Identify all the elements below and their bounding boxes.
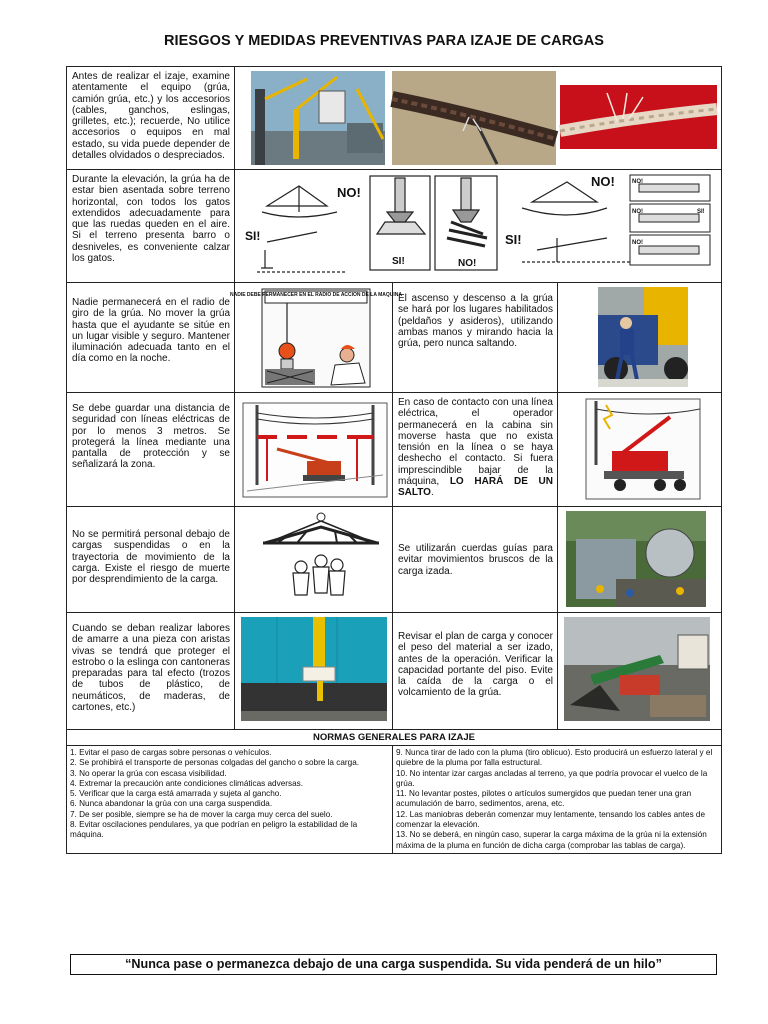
norma-item: 6. Nunca abandonar la grúa con una carga suspendida. bbox=[70, 799, 273, 809]
normas-heading: NORMAS GENERALES PARA IZAJE bbox=[67, 730, 722, 746]
row-inspection bbox=[67, 67, 722, 170]
load-plan-cell bbox=[558, 613, 722, 730]
row-suspended bbox=[67, 507, 722, 613]
risk-table bbox=[66, 66, 722, 854]
power-line-illustration bbox=[237, 395, 389, 503]
normas-header-row bbox=[67, 730, 722, 746]
label-no-2: NO! bbox=[458, 258, 477, 269]
load-plan-text: Revisar el plan de carga y conocer el peso del material a ser izado, antes de la operación. Verificar la capacidad portante del piso. Evite la caída de la carga o el volcamiento de la grúa. bbox=[393, 613, 558, 730]
norma-item: 10. No intentar izar cargas ancladas al terreno, ya que podría provocar el vuelco de la grúa. bbox=[396, 768, 708, 788]
inspection-illustration bbox=[237, 69, 721, 167]
norma-item: 9. Nunca tirar de lado con la pluma (tiro oblicuo). Esto producirá un esfuerzo lateral y el quiebre de la pluma por falla estructural. bbox=[396, 748, 713, 768]
ascent-text: El ascenso y descenso a la grúa se hará por los lugares habilitados (peldaños y asideros), utilizando ambas manos y mirando hacia la grúa, pero nunca saltando. bbox=[393, 283, 558, 393]
normas-right-list bbox=[393, 746, 722, 854]
contact-illustration bbox=[560, 395, 720, 503]
label-no-6: NO! bbox=[632, 240, 643, 246]
norma-item: 11. No levantar postes, pilotes o artículos sumergidos que puedan tener una gran acumulación de barro, sedimentos, arena, etc. bbox=[396, 789, 692, 809]
inspection-photos bbox=[235, 67, 722, 170]
stability-text: Durante la elevación, la grúa ha de estar bien asentada sobre terreno horizontal, con todos los gatos extendidos adecuadamente para que las ruedas queden en el aire. Si el terreno presenta barro o desniveles, es conveniente calzar los gatos. bbox=[67, 170, 235, 283]
label-si-2: SI! bbox=[392, 256, 405, 267]
guide-ropes-text: Se utilizarán cuerdas guías para evitar movimientos bruscos de la carga izada. bbox=[393, 507, 558, 613]
norma-item: 7. De ser posible, siempre se ha de mover la carga muy cerca del suelo. bbox=[70, 809, 333, 819]
normas-content-row bbox=[67, 746, 722, 854]
edge-protection-photo bbox=[237, 615, 389, 725]
outrigger-diagram-2 bbox=[522, 182, 632, 262]
label-no-3: NO! bbox=[591, 174, 615, 189]
guide-ropes-photo bbox=[560, 509, 720, 609]
radius-sign-illustration bbox=[229, 285, 403, 389]
sign-text: NADIE DEBE PERMANECER EN EL RADIO DE ACCION DE LA MAQUINA bbox=[229, 292, 403, 298]
crane-port-photo bbox=[251, 71, 385, 165]
contact-cell bbox=[558, 393, 722, 507]
contact-text: En caso de contacto con una línea eléctrica, el operador permanecerá en la cabina sin moverse hasta que no exista tensión en la línea o se haya deshecho el contacto. Si fuera imprescindible bajar de la máquina, bbox=[398, 397, 553, 488]
norma-item: 13. No se deberá, en ningún caso, superar la carga máxima de la grúa ni la extensión máxima de la pluma en función de dicha carga (comprobar las tablas de carga). bbox=[396, 830, 707, 850]
norma-item: 8. Evitar oscilaciones pendulares, ya que podrían en peligro la estabilidad de la máquina. bbox=[70, 820, 358, 840]
contact-text-cell bbox=[393, 393, 558, 507]
inspection-text: Antes de realizar el izaje, examine atentamente el equipo (grúa, camión grúa, etc.) y los accesorios (cables, ganchos, eslingas, grilletes, etc.); recuerde, No utilice accesorios o equipos en mal estado, su vida puede depender de detalles olvidados o despreciados. bbox=[67, 67, 235, 170]
suspended-text: No se permitirá personal debajo de cargas suspendidas o en la trayectoria de movimiento de la carga. Existe el riesgo de muerte por desprendimiento de la carga. bbox=[67, 507, 235, 613]
contact-text-end: . bbox=[430, 487, 434, 499]
row-edges bbox=[67, 613, 722, 730]
contact-text-bold: LO HARÁ DE UN SALTO bbox=[398, 476, 553, 499]
norma-item: 5. Verificar que la carga está amarrada y sujeta al gancho. bbox=[70, 789, 282, 799]
outrigger-diagrams bbox=[235, 170, 722, 283]
ascent-photo-cell bbox=[558, 283, 722, 393]
norma-item: 3. No operar la grúa con escasa visibilidad. bbox=[70, 768, 227, 778]
norma-item: 2. Se prohibirá el transporte de personas colgadas del gancho o sobre la carga. bbox=[70, 758, 360, 768]
radius-sign-cell bbox=[229, 283, 403, 393]
radius-text: Nadie permanecerá en el radio de giro de la grúa. No mover la grúa hasta que el ayudante se sitúe en un lugar visible y seguro. Mantener iluminación adecuada tanto en el día como en la noche. bbox=[67, 283, 235, 393]
overturned-crane-photo bbox=[560, 615, 720, 725]
norma-item: 4. Extremar la precaución ante condiciones climáticas adversas. bbox=[70, 778, 303, 788]
outrigger-illustration bbox=[237, 172, 721, 280]
label-no-1: NO! bbox=[337, 185, 361, 200]
frayed-cable-photo bbox=[392, 71, 556, 165]
edges-cell bbox=[235, 613, 393, 730]
norma-item: 12. Las maniobras deberán comenzar muy lentamente, tensando los cables antes de comenzar la elevación. bbox=[396, 809, 706, 830]
pad-box-no bbox=[435, 176, 497, 270]
ascent-photo bbox=[560, 285, 720, 389]
suspended-cell bbox=[235, 507, 393, 613]
suspended-load-illustration bbox=[237, 509, 389, 609]
guide-ropes-cell bbox=[558, 507, 722, 613]
label-no-5: NO! bbox=[632, 209, 643, 215]
power-line-cell bbox=[235, 393, 393, 507]
frayed-rope-photo bbox=[560, 85, 717, 149]
edges-text: Cuando se deban realizar labores de amarre a una pieza con aristas vivas se tendrá que proteger el estrobo o la eslinga con cantoneras preparadas para tal efecto (trozos de tubos de plástico, de neumáticos, de maderas, de cartones, etc.) bbox=[67, 613, 235, 730]
row-power-lines bbox=[67, 393, 722, 507]
normas-left-list bbox=[67, 746, 393, 854]
safety-quote: “Nunca pase o permanezca debajo de una carga suspendida. Su vida penderá de un hilo” bbox=[70, 954, 717, 975]
label-no-4: NO! bbox=[632, 179, 643, 185]
row-radius bbox=[67, 283, 722, 393]
row-stability bbox=[67, 170, 722, 283]
outrigger-diagram-1 bbox=[257, 186, 347, 272]
truck-thumbnails bbox=[630, 175, 710, 265]
page-title: RIESGOS Y MEDIDAS PREVENTIVAS PARA IZAJE DE CARGAS bbox=[163, 33, 605, 49]
label-si-1: SI! bbox=[245, 229, 261, 243]
power-line-text: Se debe guardar una distancia de seguridad con líneas eléctricas de por lo menos 3 metros. Se protegerá la línea mediante una pantalla de protección y se señalizará la zona. bbox=[67, 393, 235, 507]
norma-item: 1. Evitar el paso de cargas sobre personas o vehículos. bbox=[70, 748, 272, 757]
label-si-4: SI! bbox=[697, 209, 705, 215]
label-si-3: SI! bbox=[505, 232, 522, 247]
